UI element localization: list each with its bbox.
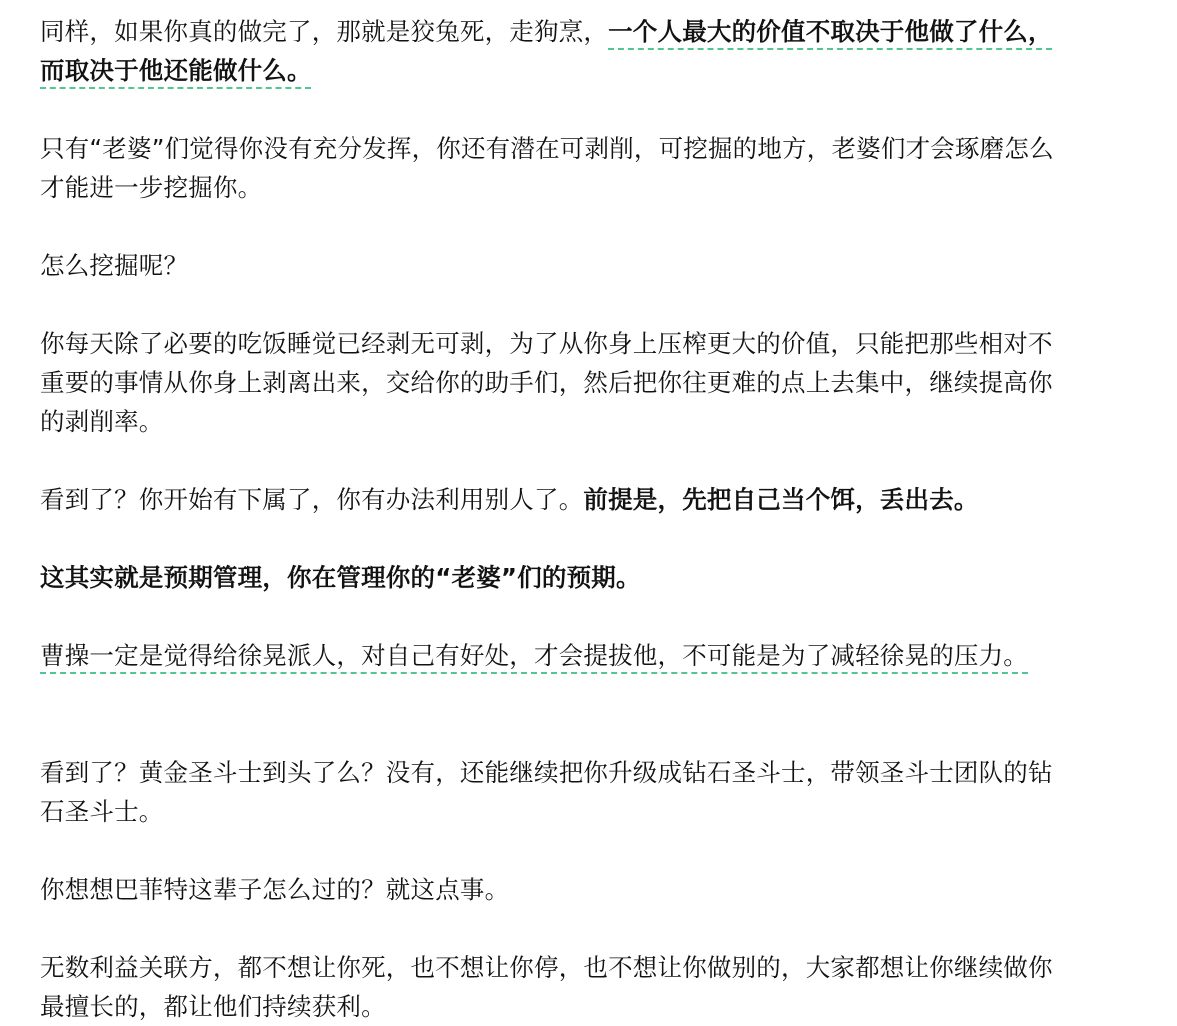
paragraph-1-highlight[interactable]: 一个人最大的价值不取决于他做了什么，而取决于他还能做什么。 [40, 17, 1053, 85]
paragraph-1-text: 同样，如果你真的做完了，那就是狡兔死，走狗烹， [40, 17, 609, 46]
paragraph-1 [40, 12, 1060, 90]
paragraph-2: 只有“老婆”们觉得你没有充分发挥，你还有潜在可剥削，可挖掘的地方，老婆们才会琢磨怎么才能进一步挖掘你。 [40, 134, 1054, 202]
paragraph-5-text: 看到了？你开始有下属了，你有办法利用别人了。 [40, 485, 584, 514]
paragraph-3: 怎么挖掘呢？ [40, 251, 189, 280]
paragraph-5-emphasis: 前提是，先把自己当个饵，丢出去。 [583, 485, 979, 514]
paragraph-10: 无数利益关联方，都不想让你死，也不想让你停，也不想让你做别的，大家都想让你继续做你最擅长的，都让他们持续获利。 [40, 953, 1053, 1021]
paragraph-9: 你想想巴菲特这辈子怎么过的？就这点事。 [40, 875, 510, 904]
paragraph-4: 你每天除了必要的吃饭睡觉已经剥无可剥，为了从你身上压榨更大的价值，只能把那些相对不重要的事情从你身上剥离出来，交给你的助手们，然后把你往更难的点上去集中，继续提高你的剥削率。 [40, 329, 1053, 436]
paragraph-5 [40, 480, 979, 519]
paragraph-7-highlight[interactable]: 曹操一定是觉得给徐晃派人，对自己有好处，才会提拔他，不可能是为了减轻徐晃的压力。 [40, 641, 1028, 670]
paragraph-8: 看到了？黄金圣斗士到头了么？没有，还能继续把你升级成钻石圣斗士，带领圣斗士团队的钻石圣斗士。 [40, 758, 1053, 826]
paragraph-6: 这其实就是预期管理，你在管理你的“老婆”们的预期。 [40, 563, 641, 592]
paragraph-7 [40, 636, 1028, 675]
